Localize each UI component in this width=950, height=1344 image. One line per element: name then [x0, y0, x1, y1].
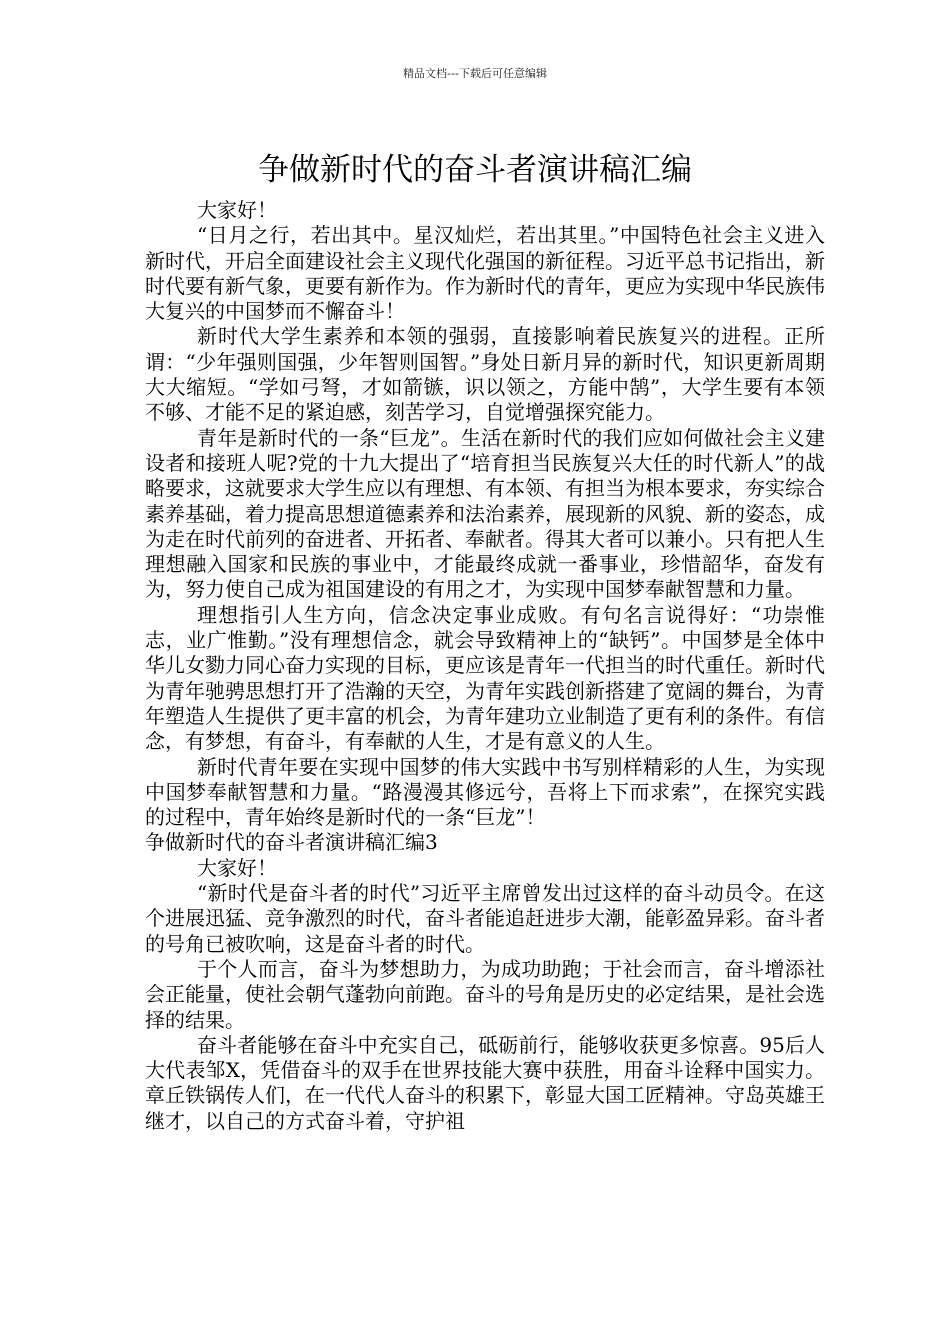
body-paragraph: “新时代是奋斗者的时代”习近平主席曾发出过这样的奋斗动员令。在这个进展迅猛、竞争激烈的时代，奋斗者能追赶进步大潮，能彰盈异彩。奋斗者的号角已被吹响，这是奋斗者的时代。: [145, 881, 825, 956]
greeting-paragraph: 大家好！: [197, 855, 277, 880]
body-paragraph: 青年是新时代的一条“巨龙”。生活在新时代的我们应如何做社会主义建设者和接班人呢?党的十九大提出了“培育担当民族复兴大任的时代新人”的战略要求，这就要求大学生应以有理想、有本领、有担当为根本要求，夯实综合素养基础，着力提高思想道德素养和法治素养，展现新的风貌、新的姿态，成为走在时代前列的奋进者、开拓者、奉献者。得其大者可以兼小。只有把人生理想融入国家和民族的事业中，才能最终成就一番事业，珍惜韶华，奋发有为，努力使自己成为祖国建设的有用之才，为实现中国梦奉献智慧和力量。: [145, 425, 825, 602]
body-paragraph: 于个人而言，奋斗为梦想助力，为成功助跑；于社会而言，奋斗增添社会正能量，使社会朝气蓬勃向前跑。奋斗的号角是历史的必定结果，是社会选择的结果。: [145, 956, 825, 1032]
page-header: 精品文档---下载后可任意编辑: [403, 67, 547, 80]
greeting-paragraph: 大家好！: [197, 198, 277, 222]
document-title: 争做新时代的奋斗者演讲稿汇编: [258, 151, 692, 188]
body-paragraph: 新时代青年要在实现中国梦的伟大实践中书写别样精彩的人生，为实现中国梦奉献智慧和力量。“路漫漫其修远兮，吾将上下而求索”，在探究实践的过程中，青年始终是新时代的一条“巨龙”！: [145, 754, 825, 830]
body-paragraph: 奋斗者能够在奋斗中充实自己，砥砺前行，能够收获更多惊喜。95后人大代表邹X，凭借奋斗的双手在世界技能大赛中获胜，用奋斗诠释中国实力。章丘铁锅传人们，在一代代人奋斗的积累下，彰显大国工匠精神。守岛英雄王继才，以自己的方式奋斗着，守护祖: [145, 1032, 825, 1133]
body-paragraph: 新时代大学生素养和本领的强弱，直接影响着民族复兴的进程。正所谓：“少年强则国强，少年智则国智。”身处日新月异的新时代，知识更新周期大大缩短。“学如弓弩，才如箭镞，识以领之，方能中鹄”，大学生要有本领不够、才能不足的紧迫感，刻苦学习，自觉增强探究能力。: [145, 324, 825, 425]
document-body: [145, 198, 825, 1134]
section-heading: 争做新时代的奋斗者演讲稿汇编3: [145, 830, 438, 855]
body-paragraph: “日月之行，若出其中。星汉灿烂，若出其里。”中国特色社会主义进入新时代，开启全面建设社会主义现代化强国的新征程。习近平总书记指出，新时代要有新气象，更要有新作为。作为新时代的青年，更应为实现中华民族伟大复兴的中国梦而不懈奋斗！: [145, 223, 825, 324]
body-paragraph: 理想指引人生方向，信念决定事业成败。有句名言说得好：“功崇惟志，业广惟勤。”没有理想信念，就会导致精神上的“缺钙”。中国梦是全体中华儿女勠力同心奋力实现的目标，更应该是青年一代担当的时代重任。新时代为青年驰骋思想打开了浩瀚的天空，为青年实践创新搭建了宽阔的舞台，为青年塑造人生提供了更丰富的机会，为青年建功立业制造了更有利的条件。有信念，有梦想，有奋斗，有奉献的人生，才是有意义的人生。: [145, 602, 825, 754]
